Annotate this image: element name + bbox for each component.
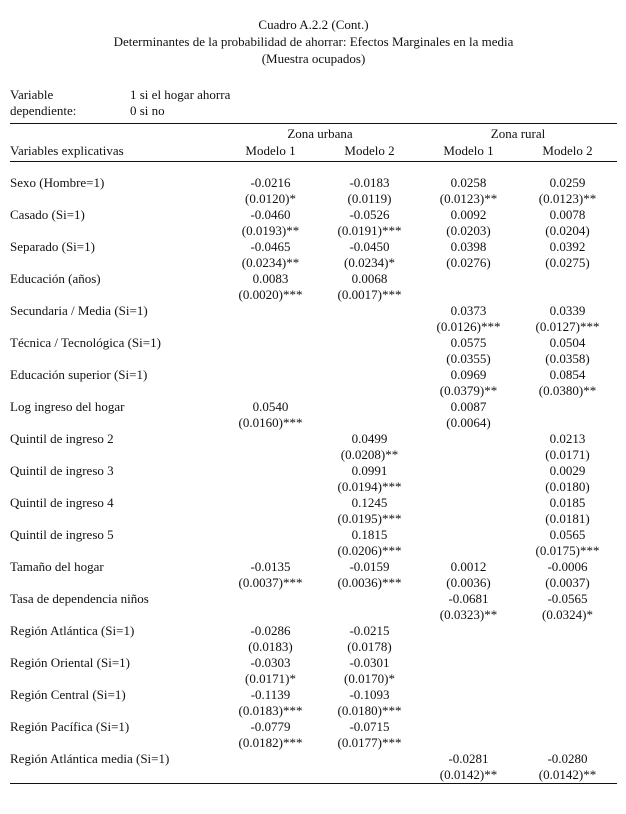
standard-error-value: (0.0142)** xyxy=(538,767,597,782)
standard-error-value: (0.0276) xyxy=(446,255,491,270)
coefficient-value: 0.0087 xyxy=(450,399,487,414)
results-table-head xyxy=(10,124,617,162)
standard-error-value: (0.0183) xyxy=(248,639,293,654)
estimate-cell xyxy=(320,431,419,463)
standard-error-value: (0.0036) xyxy=(446,575,491,590)
standard-error-value xyxy=(518,735,617,751)
standard-error-value: (0.0171) xyxy=(545,447,590,462)
estimate-cell xyxy=(419,367,518,399)
estimate-cell xyxy=(419,271,518,303)
standard-error-value xyxy=(518,287,617,303)
coefficient-value xyxy=(320,367,419,383)
coefficient-value: -0.0216 xyxy=(250,175,291,190)
standard-error-value: (0.0195)*** xyxy=(337,511,402,526)
bottom-whitespace xyxy=(10,784,617,806)
estimate-cell xyxy=(419,303,518,335)
row-header-label: Variables explicativas xyxy=(10,143,124,158)
row-label: Quintil de ingreso 2 xyxy=(10,431,114,446)
estimate-cell xyxy=(419,463,518,495)
standard-error-value: (0.0123)** xyxy=(439,191,498,206)
coefficient-value xyxy=(419,271,518,287)
standard-error-value: (0.0119) xyxy=(347,191,392,206)
estimate-cell xyxy=(518,431,617,463)
estimate-cell xyxy=(320,751,419,784)
standard-error-value: (0.0036)*** xyxy=(337,575,402,590)
estimate-cell xyxy=(518,623,617,655)
standard-error-value xyxy=(221,543,320,559)
group-header-urban: Zona urbana xyxy=(287,126,353,141)
estimate-cell xyxy=(320,719,419,751)
estimate-cell xyxy=(518,655,617,687)
standard-error-value xyxy=(419,671,518,687)
table-row xyxy=(10,239,617,271)
coefficient-value xyxy=(419,719,518,735)
coefficient-value xyxy=(320,399,419,415)
coefficient-value xyxy=(419,463,518,479)
coefficient-value xyxy=(221,335,320,351)
dependent-variable-values xyxy=(130,87,230,119)
coefficient-value xyxy=(221,495,320,511)
coefficient-value: -0.1093 xyxy=(349,687,390,702)
estimate-cell xyxy=(518,591,617,623)
coefficient-value: -0.1139 xyxy=(250,687,291,702)
table-row xyxy=(10,559,617,591)
estimate-cell xyxy=(419,559,518,591)
table-row xyxy=(10,335,617,367)
row-label: Región Pacífica (Si=1) xyxy=(10,719,130,734)
standard-error-value: (0.0160)*** xyxy=(238,415,303,430)
estimate-cell xyxy=(518,335,617,367)
coefficient-value xyxy=(419,687,518,703)
estimate-cell xyxy=(320,207,419,239)
estimate-cell xyxy=(221,495,320,527)
coefficient-value: 0.0575 xyxy=(450,335,487,350)
estimate-cell xyxy=(518,527,617,559)
estimate-cell xyxy=(221,751,320,784)
standard-error-value: (0.0324)* xyxy=(542,607,593,622)
dependent-variable-label: Variable dependiente: xyxy=(10,87,77,118)
standard-error-value xyxy=(320,351,419,367)
estimate-cell xyxy=(518,303,617,335)
coefficient-value: -0.0465 xyxy=(250,239,291,254)
coefficient-value: -0.0715 xyxy=(349,719,390,734)
coefficient-value: 0.0185 xyxy=(549,495,586,510)
estimate-cell xyxy=(221,162,320,208)
coefficient-value: 0.1245 xyxy=(351,495,388,510)
coefficient-value: -0.0301 xyxy=(349,655,390,670)
coefficient-value: 0.0083 xyxy=(252,271,289,286)
row-label: Técnica / Tecnológica (Si=1) xyxy=(10,335,161,350)
coefficient-value xyxy=(221,367,320,383)
estimate-cell xyxy=(419,655,518,687)
coefficient-value: 0.0540 xyxy=(252,399,289,414)
corner-cell xyxy=(10,124,221,143)
standard-error-value: (0.0182)*** xyxy=(238,735,303,750)
estimate-cell xyxy=(221,463,320,495)
model-header-row xyxy=(10,142,617,162)
coefficient-value xyxy=(419,527,518,543)
estimate-cell xyxy=(221,591,320,623)
estimate-cell xyxy=(419,162,518,208)
coefficient-value xyxy=(518,399,617,415)
zone-group-row xyxy=(10,124,617,143)
coefficient-value xyxy=(221,431,320,447)
row-label: Región Central (Si=1) xyxy=(10,687,126,702)
estimate-cell xyxy=(221,335,320,367)
estimate-cell xyxy=(518,463,617,495)
estimate-cell xyxy=(320,271,419,303)
estimate-cell xyxy=(221,655,320,687)
estimate-cell xyxy=(221,559,320,591)
coefficient-value xyxy=(518,687,617,703)
standard-error-value xyxy=(419,735,518,751)
standard-error-value: (0.0355) xyxy=(446,351,491,366)
estimate-cell xyxy=(419,431,518,463)
standard-error-value: (0.0183)*** xyxy=(238,703,303,718)
estimate-cell xyxy=(320,623,419,655)
table-row xyxy=(10,495,617,527)
coefficient-value: 0.0092 xyxy=(450,207,487,222)
row-label: Casado (Si=1) xyxy=(10,207,85,222)
estimate-cell xyxy=(320,367,419,399)
column-header-urban-model1: Modelo 1 xyxy=(245,143,296,158)
row-label: Quintil de ingreso 5 xyxy=(10,527,114,542)
estimate-cell xyxy=(320,527,419,559)
table-body xyxy=(10,162,617,784)
coefficient-value: 0.1815 xyxy=(351,527,388,542)
coefficient-value: 0.0029 xyxy=(549,463,586,478)
coefficient-value: 0.0213 xyxy=(549,431,586,446)
estimate-cell xyxy=(221,623,320,655)
row-label: Educación superior (Si=1) xyxy=(10,367,148,382)
standard-error-value: (0.0017)*** xyxy=(337,287,402,302)
estimate-cell xyxy=(419,335,518,367)
row-label: Quintil de ingreso 3 xyxy=(10,463,114,478)
coefficient-value: -0.0779 xyxy=(250,719,291,734)
row-label: Tamaño del hogar xyxy=(10,559,104,574)
standard-error-value: (0.0127)*** xyxy=(535,319,600,334)
estimate-cell xyxy=(518,399,617,431)
standard-error-value xyxy=(419,703,518,719)
dependent-variable-line1: 1 si el hogar ahorra xyxy=(130,87,231,102)
standard-error-value: (0.0323)** xyxy=(439,607,498,622)
coefficient-value: 0.0392 xyxy=(549,239,586,254)
standard-error-value xyxy=(320,383,419,399)
row-label: Región Oriental (Si=1) xyxy=(10,655,130,670)
group-header-rural: Zona rural xyxy=(490,126,546,141)
table-row xyxy=(10,463,617,495)
table-row xyxy=(10,591,617,623)
standard-error-value: (0.0193)** xyxy=(241,223,300,238)
results-table xyxy=(10,123,617,784)
standard-error-value: (0.0380)** xyxy=(538,383,597,398)
row-label: Separado (Si=1) xyxy=(10,239,95,254)
standard-error-value xyxy=(221,351,320,367)
standard-error-value: (0.0379)** xyxy=(439,383,498,398)
row-label: Región Atlántica (Si=1) xyxy=(10,623,135,638)
table-row xyxy=(10,687,617,719)
standard-error-value xyxy=(320,607,419,623)
standard-error-value xyxy=(518,415,617,431)
row-label: Tasa de dependencia niños xyxy=(10,591,149,606)
estimate-cell xyxy=(518,559,617,591)
estimate-cell xyxy=(320,335,419,367)
coefficient-value: 0.0258 xyxy=(450,175,487,190)
standard-error-value xyxy=(221,767,320,783)
estimate-cell xyxy=(518,751,617,784)
coefficient-value xyxy=(221,591,320,607)
standard-error-value xyxy=(320,767,419,783)
standard-error-value: (0.0275) xyxy=(545,255,590,270)
coefficient-value: -0.0303 xyxy=(250,655,291,670)
standard-error-value xyxy=(419,639,518,655)
coefficient-value xyxy=(419,655,518,671)
estimate-cell xyxy=(518,271,617,303)
coefficient-value xyxy=(419,623,518,639)
standard-error-value: (0.0206)*** xyxy=(337,543,402,558)
table-number: Cuadro A.2.2 (Cont.) xyxy=(258,17,369,32)
standard-error-value: (0.0177)*** xyxy=(337,735,402,750)
coefficient-value: -0.0681 xyxy=(448,591,489,606)
standard-error-value xyxy=(518,671,617,687)
coefficient-value: -0.0565 xyxy=(547,591,588,606)
standard-error-value: (0.0234)* xyxy=(344,255,395,270)
table-subtitle: Determinantes de la probabilidad de ahorrar: Efectos Marginales en la media xyxy=(113,34,514,49)
standard-error-value xyxy=(320,319,419,335)
estimate-cell xyxy=(518,719,617,751)
coefficient-value xyxy=(221,463,320,479)
dependent-variable-line2: 0 si no xyxy=(130,103,165,118)
estimate-cell xyxy=(419,495,518,527)
row-label: Log ingreso del hogar xyxy=(10,399,125,414)
standard-error-value: (0.0234)** xyxy=(241,255,300,270)
estimate-cell xyxy=(320,399,419,431)
row-label: Educación (años) xyxy=(10,271,101,286)
coefficient-value xyxy=(419,495,518,511)
coefficient-value: 0.0969 xyxy=(450,367,487,382)
table-row xyxy=(10,655,617,687)
estimate-cell xyxy=(221,527,320,559)
column-header-rural-model2: Modelo 2 xyxy=(542,143,593,158)
coefficient-value: 0.0068 xyxy=(351,271,388,286)
estimate-cell xyxy=(221,431,320,463)
estimate-cell xyxy=(221,303,320,335)
standard-error-value xyxy=(221,607,320,623)
standard-error-value xyxy=(221,447,320,463)
standard-error-value: (0.0203) xyxy=(446,223,491,238)
coefficient-value: -0.0460 xyxy=(250,207,291,222)
estimate-cell xyxy=(320,591,419,623)
standard-error-value: (0.0170)* xyxy=(344,671,395,686)
table-row xyxy=(10,527,617,559)
estimate-cell xyxy=(320,559,419,591)
coefficient-value: 0.0499 xyxy=(351,431,388,446)
coefficient-value: -0.0281 xyxy=(448,751,489,766)
standard-error-value: (0.0123)** xyxy=(538,191,597,206)
coefficient-value xyxy=(518,655,617,671)
coefficient-value xyxy=(518,623,617,639)
row-label: Secundaria / Media (Si=1) xyxy=(10,303,148,318)
estimate-cell xyxy=(518,687,617,719)
estimate-cell xyxy=(320,463,419,495)
table-row xyxy=(10,271,617,303)
coefficient-value xyxy=(518,271,617,287)
table-row xyxy=(10,162,617,208)
standard-error-value: (0.0194)*** xyxy=(337,479,402,494)
standard-error-value: (0.0191)*** xyxy=(337,223,402,238)
standard-error-value xyxy=(221,319,320,335)
table-row xyxy=(10,399,617,431)
table-row xyxy=(10,431,617,463)
table-title-block xyxy=(10,16,617,67)
estimate-cell xyxy=(419,687,518,719)
table-row xyxy=(10,303,617,335)
coefficient-value xyxy=(221,303,320,319)
coefficient-value xyxy=(419,431,518,447)
estimate-cell xyxy=(419,591,518,623)
coefficient-value: 0.0259 xyxy=(549,175,586,190)
standard-error-value: (0.0180) xyxy=(545,479,590,494)
estimate-cell xyxy=(221,207,320,239)
dependent-variable-block xyxy=(10,87,617,119)
standard-error-value xyxy=(518,639,617,655)
estimate-cell xyxy=(419,719,518,751)
estimate-cell xyxy=(518,239,617,271)
standard-error-value: (0.0037)*** xyxy=(238,575,303,590)
standard-error-value: (0.0358) xyxy=(545,351,590,366)
table-row xyxy=(10,367,617,399)
estimate-cell xyxy=(320,303,419,335)
standard-error-value xyxy=(419,479,518,495)
standard-error-value: (0.0020)*** xyxy=(238,287,303,302)
standard-error-value: (0.0180)*** xyxy=(337,703,402,718)
estimate-cell xyxy=(320,687,419,719)
standard-error-value xyxy=(419,447,518,463)
standard-error-value: (0.0178) xyxy=(347,639,392,654)
estimate-cell xyxy=(221,399,320,431)
estimate-cell xyxy=(320,655,419,687)
column-header-urban-model2: Modelo 2 xyxy=(344,143,395,158)
coefficient-value xyxy=(221,527,320,543)
estimate-cell xyxy=(320,239,419,271)
coefficient-value: -0.0215 xyxy=(349,623,390,638)
standard-error-value: (0.0181) xyxy=(545,511,590,526)
estimate-cell xyxy=(518,207,617,239)
standard-error-value xyxy=(221,383,320,399)
coefficient-value xyxy=(320,335,419,351)
estimate-cell xyxy=(419,399,518,431)
coefficient-value: 0.0504 xyxy=(549,335,586,350)
table-row xyxy=(10,751,617,784)
standard-error-value: (0.0142)** xyxy=(439,767,498,782)
estimate-cell xyxy=(419,207,518,239)
estimate-cell xyxy=(221,687,320,719)
coefficient-value: -0.0006 xyxy=(547,559,588,574)
standard-error-value: (0.0208)** xyxy=(340,447,399,462)
standard-error-value: (0.0037) xyxy=(545,575,590,590)
standard-error-value xyxy=(419,543,518,559)
coefficient-value: -0.0286 xyxy=(250,623,291,638)
coefficient-value: 0.0991 xyxy=(351,463,388,478)
estimate-cell xyxy=(518,162,617,208)
coefficient-value: -0.0159 xyxy=(349,559,390,574)
coefficient-value xyxy=(320,303,419,319)
standard-error-value: (0.0120)* xyxy=(245,191,296,206)
column-header-rural-model1: Modelo 1 xyxy=(443,143,494,158)
standard-error-value: (0.0171)* xyxy=(245,671,296,686)
coefficient-value: 0.0373 xyxy=(450,303,487,318)
row-label: Quintil de ingreso 4 xyxy=(10,495,114,510)
coefficient-value: -0.0280 xyxy=(547,751,588,766)
table-row xyxy=(10,207,617,239)
estimate-cell xyxy=(518,367,617,399)
coefficient-value xyxy=(320,591,419,607)
row-label: Región Atlántica media (Si=1) xyxy=(10,751,170,766)
coefficient-value: -0.0526 xyxy=(349,207,390,222)
standard-error-value xyxy=(419,511,518,527)
table-row xyxy=(10,719,617,751)
coefficient-value: -0.0450 xyxy=(349,239,390,254)
coefficient-value: 0.0339 xyxy=(549,303,586,318)
estimate-cell xyxy=(221,719,320,751)
coefficient-value xyxy=(221,751,320,767)
estimate-cell xyxy=(221,367,320,399)
estimate-cell xyxy=(419,751,518,784)
standard-error-value: (0.0126)*** xyxy=(436,319,501,334)
coefficient-value: -0.0183 xyxy=(349,175,390,190)
estimate-cell xyxy=(320,162,419,208)
coefficient-value: 0.0398 xyxy=(450,239,487,254)
standard-error-value xyxy=(221,479,320,495)
estimate-cell xyxy=(419,623,518,655)
coefficient-value: 0.0854 xyxy=(549,367,586,382)
table-row xyxy=(10,623,617,655)
estimate-cell xyxy=(518,495,617,527)
standard-error-value: (0.0204) xyxy=(545,223,590,238)
table-sample-note: (Muestra ocupados) xyxy=(261,51,366,66)
coefficient-value: 0.0565 xyxy=(549,527,586,542)
coefficient-value: 0.0012 xyxy=(450,559,487,574)
coefficient-value: 0.0078 xyxy=(549,207,586,222)
estimate-cell xyxy=(419,527,518,559)
standard-error-value xyxy=(221,511,320,527)
standard-error-value: (0.0064) xyxy=(446,415,491,430)
coefficient-value: -0.0135 xyxy=(250,559,291,574)
coefficient-value xyxy=(518,719,617,735)
standard-error-value: (0.0175)*** xyxy=(535,543,600,558)
estimate-cell xyxy=(419,239,518,271)
estimate-cell xyxy=(221,239,320,271)
estimate-cell xyxy=(221,271,320,303)
standard-error-value xyxy=(419,287,518,303)
standard-error-value xyxy=(320,415,419,431)
estimate-cell xyxy=(320,495,419,527)
row-label: Sexo (Hombre=1) xyxy=(10,175,105,190)
standard-error-value xyxy=(518,703,617,719)
coefficient-value xyxy=(320,751,419,767)
